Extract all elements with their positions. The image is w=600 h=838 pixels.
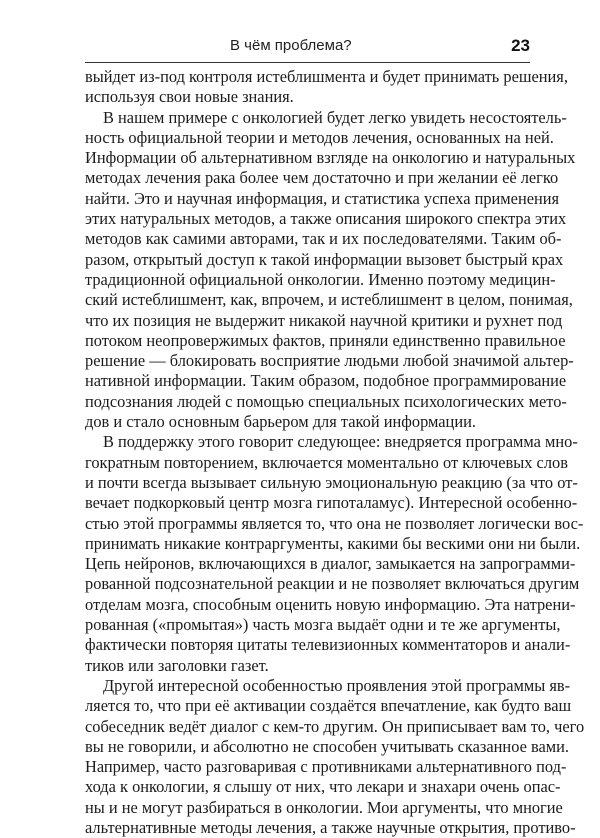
text-line: найти. Это и научная информация, и статистика успеха применения — [85, 188, 560, 208]
paragraph — [85, 432, 584, 676]
body-text — [85, 67, 585, 838]
text-line: решение — блокировать восприятие людьми любой значимой альтер- — [85, 351, 574, 371]
text-line: потоком неопровержимых фактов, приняли единственно правильное — [85, 330, 566, 350]
text-line: Другой интересной особенностью проявления этой программы яв- — [103, 675, 571, 695]
text-line: В нашем примере с онкологией будет легко увидеть несостоятель- — [103, 107, 567, 127]
text-line: методов как самими авторами, так и их последователями. Таким об- — [85, 229, 562, 249]
text-line: Например, часто разговаривая с противниками альтернативного под- — [85, 757, 567, 777]
text-line: принимать никакие контраргументы, какими бы вескими они ни были. — [85, 533, 581, 553]
text-line: нативной информации. Таким образом, подобное программирование — [85, 371, 567, 391]
text-line: тиков или заголовки газет. — [85, 655, 269, 675]
text-line: подсознания людей с помощью специальных психологических мето- — [85, 391, 567, 411]
text-line: ляется то, что при её активации создаётся впечатление, как будто ваш — [85, 696, 572, 716]
text-line: и почти всегда вызывает сильную эмоциональную реакцию (за что от- — [85, 472, 578, 492]
text-line: методах лечения рака более чем достаточно и при желании её легко — [85, 168, 559, 188]
paragraph — [85, 67, 568, 108]
paragraph — [85, 107, 576, 433]
page-header — [85, 36, 530, 60]
text-line: ность официальной теории и методов лечения, основанных на ней. — [85, 127, 554, 147]
text-line: отделам мозга, способным оценить новую информацию. Эта натрени- — [85, 594, 576, 614]
text-line: гократным повторением, включается моментально от ключевых слов — [85, 452, 568, 472]
paragraph — [85, 675, 585, 838]
header-rule — [85, 62, 530, 63]
running-title: В чём проблема? — [230, 37, 352, 54]
text-line: Информации об альтернативном взгляде на онкологию и натуральных — [85, 148, 576, 168]
text-line: выйдет из-под контроля истеблишмента и будет принимать решения, — [85, 67, 568, 86]
text-line: используя свои новые знания. — [85, 87, 294, 107]
text-line: разом, открытый доступ к такой информации вызовет быстрый крах — [85, 249, 564, 269]
page-number: 23 — [511, 36, 530, 55]
text-line: этих натуральных методов, а также описания широкого спектра этих — [85, 209, 567, 229]
text-line: вечает подкорковый центр мозга гипоталамус). Интересной особенно- — [85, 493, 578, 513]
text-line: стью этой программы является то, что она не позволяет логически вос- — [85, 513, 584, 533]
text-line: ский истеблишмент, как, впрочем, и истеблишмент в целом, понимая, — [85, 290, 573, 310]
text-line: вы не говорили, и абсолютно не способен учитывать сказанное вами. — [85, 736, 570, 756]
text-line: дов и стало основным барьером для такой информации. — [85, 412, 476, 432]
text-line: что их позиция не выдержит никакой научной критики и рухнет под — [85, 310, 563, 330]
text-line: традиционной официальной онкологии. Именно поэтому медицин- — [85, 269, 556, 289]
text-line: фактически повторяя цитаты телевизионных комментаторов и анали- — [85, 635, 571, 655]
text-line: В поддержку этого говорит следующее: внедряется программа мно- — [103, 432, 578, 452]
text-line: хода к онкологии, я слышу от них, что лекари и знахари очень опас- — [85, 777, 561, 797]
text-line: ны и не могут разбираться в онкологии. Мои аргументы, что многие — [85, 797, 563, 817]
text-line: собеседник ведёт диалог с кем-то другим. Он приписывает вам то, чего — [85, 716, 585, 736]
text-line: рованной подсознательной реакции и не позволяет включаться другим — [85, 574, 580, 594]
text-line: рованная («промытая») часть мозга выдаёт одни и те же аргументы, — [85, 615, 561, 635]
text-line: Цепь нейронов, включающихся в диалог, замыкается на запрограмми- — [85, 554, 576, 574]
text-line: альтернативные методы лечения, а также научные открытия, противо- — [85, 817, 576, 837]
